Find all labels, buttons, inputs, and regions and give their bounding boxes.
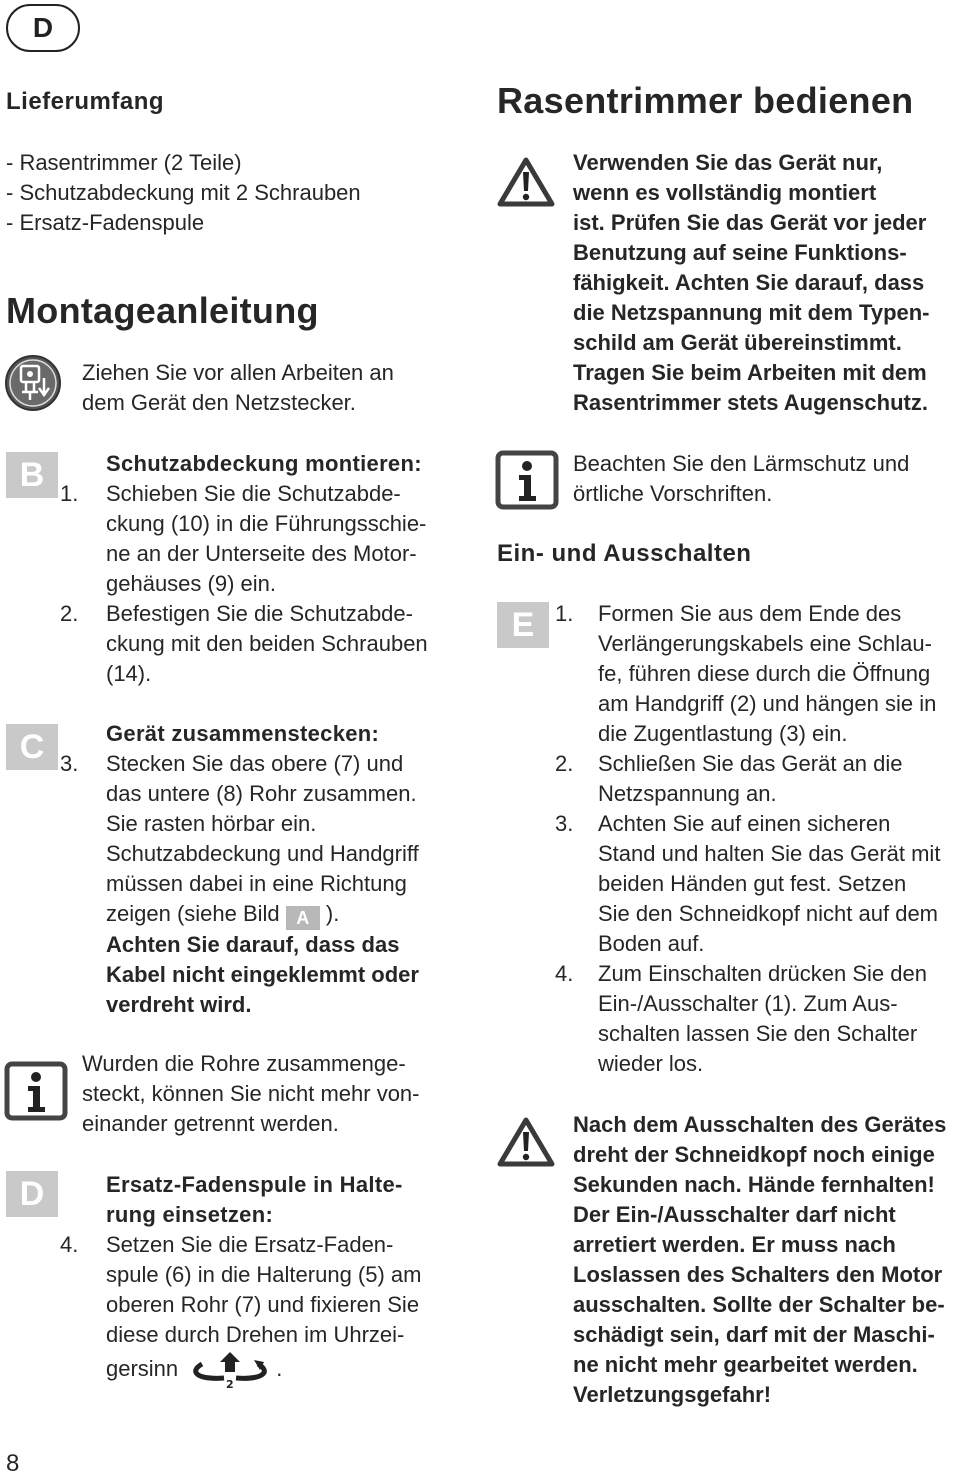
warning-line: Verletzungsgefahr! [573, 1382, 772, 1407]
step-line: Sie den Schneidkopf nicht auf dem [598, 901, 939, 926]
step-1-text [106, 479, 426, 599]
delivery-item [6, 208, 361, 238]
warning-line: Benutzung auf seine Funktions- [573, 240, 907, 265]
cable-warning-line: Kabel nicht eingeklemmt oder [106, 962, 419, 987]
step-number: 2. [60, 601, 79, 626]
warning-line: Nach dem Ausschalten des Gerätes [573, 1112, 947, 1137]
delivery-item [6, 148, 361, 178]
cable-warning-line: verdreht wird. [106, 992, 252, 1017]
figure-ref-a: A [286, 906, 320, 930]
warning-line: Rasentrimmer stets Augenschutz. [573, 390, 928, 415]
switch-step-1 [598, 599, 936, 749]
warning-line: arretiert werden. Er muss nach [573, 1232, 896, 1257]
step-line: diese durch Drehen im Uhrzei- [106, 1322, 405, 1347]
unplug-note-line: dem Gerät den Netzstecker. [82, 390, 356, 415]
page-number: 8 [6, 1450, 20, 1477]
warning-line: ne nicht mehr gearbeitet werden. [573, 1352, 918, 1377]
step-line: am Handgriff (2) und hängen sie in [598, 691, 937, 716]
info-line: einander getrennt werden. [82, 1111, 339, 1136]
step-line: gehäuses (9) ein. [106, 571, 276, 596]
section-c-title: Gerät zusammenstecken: [106, 721, 380, 746]
step-line-prefix: zeigen (siehe Bild [106, 901, 280, 926]
info-line: Wurden die Rohre zusammenge- [82, 1051, 406, 1076]
montage-heading: Montageanleitung [6, 290, 319, 331]
step-number: 3. [555, 811, 574, 836]
info-icon [495, 450, 559, 510]
step-line: Setzen Sie die Ersatz-Faden- [106, 1232, 394, 1257]
switch-step-3 [598, 809, 940, 959]
warning-line: fähigkeit. Achten Sie darauf, dass [573, 270, 925, 295]
step-line: Netzspannung an. [598, 781, 777, 806]
warning-icon [497, 156, 555, 208]
clockwise-rotation-icon [184, 1350, 276, 1390]
warning-line: wenn es vollständig montiert [573, 180, 877, 205]
step-number: 1. [555, 601, 574, 626]
section-d-title-line: Ersatz-Fadenspule in Halte- [106, 1172, 403, 1197]
section-d-title [106, 1170, 403, 1230]
step-line: Verlängerungskabels eine Schlau- [598, 631, 932, 656]
step-line: Stecken Sie das obere (7) und [106, 751, 404, 776]
step-line: ckung mit den beiden Schrauben [106, 631, 428, 656]
info-note-right [573, 449, 909, 509]
step-number: 3. [60, 751, 79, 776]
step-line: oberen Rohr (7) und fixieren Sie [106, 1292, 420, 1317]
step-line: wieder los. [598, 1051, 704, 1076]
step-line: Zum Einschalten drücken Sie den [598, 961, 927, 986]
afterrun-warning [573, 1110, 946, 1410]
warning-line: ist. Prüfen Sie das Gerät vor jeder [573, 210, 927, 235]
step-line: Schieben Sie die Schutzabde- [106, 481, 401, 506]
section-b-title: Schutzabdeckung montieren: [106, 451, 422, 476]
warning-line: Sekunden nach. Hände fernhalten! [573, 1172, 935, 1197]
unplug-icon [4, 354, 62, 412]
step-line: ne an der Unterseite des Motor- [106, 541, 417, 566]
svg-text:2: 2 [226, 1378, 234, 1390]
info-line: örtliche Vorschriften. [573, 481, 773, 506]
step-number: 4. [60, 1232, 79, 1257]
step-line: Sie rasten hörbar ein. [106, 811, 317, 836]
right-heading: Rasentrimmer bedienen [497, 80, 914, 121]
step-number: 1. [60, 481, 79, 506]
step-line: Stand und halten Sie das Gerät mit [598, 841, 941, 866]
info-note-left [82, 1049, 420, 1139]
step-2-text [106, 599, 428, 689]
step-line [106, 899, 419, 930]
step-number: 4. [555, 961, 574, 986]
step-line: schalten lassen Sie den Schalter [598, 1021, 918, 1046]
step-line-end: . [276, 1356, 283, 1381]
warning-line: Verwenden Sie das Gerät nur, [573, 150, 883, 175]
step-3-text [106, 749, 419, 1020]
step-line: Boden auf. [598, 931, 705, 956]
warning-line: schild am Gerät übereinstimmt. [573, 330, 902, 355]
step-line: Befestigen Sie die Schutzabde- [106, 601, 413, 626]
step-line: ckung (10) in die Führungsschie- [106, 511, 427, 536]
warning-line: schädigt sein, darf mit der Maschi- [573, 1322, 935, 1347]
switch-step-2 [598, 749, 903, 809]
figure-ref-d: D [6, 1171, 58, 1217]
figure-ref-b: B [6, 452, 58, 498]
unplug-note [82, 358, 394, 418]
language-badge: D [6, 4, 80, 52]
step-line [106, 1350, 421, 1390]
delivery-list [6, 148, 361, 238]
unplug-note-line: Ziehen Sie vor allen Arbeiten an [82, 360, 394, 385]
step-line: die Zugentlastung (3) ein. [598, 721, 848, 746]
operating-warning [573, 148, 930, 418]
step-number: 2. [555, 751, 574, 776]
delivery-item [6, 178, 361, 208]
step-4-text [106, 1230, 421, 1390]
section-d-title-line: rung einsetzen: [106, 1202, 274, 1227]
switch-step-4 [598, 959, 927, 1079]
step-line: Ein-/Ausschalter (1). Zum Aus- [598, 991, 898, 1016]
step-line: fe, führen diese durch die Öffnung [598, 661, 931, 686]
step-line-text: gersinn [106, 1356, 179, 1381]
warning-icon [497, 1116, 555, 1168]
warning-line: Der Ein-/Ausschalter darf nicht [573, 1202, 896, 1227]
info-line: Beachten Sie den Lärmschutz und [573, 451, 910, 476]
info-icon [4, 1061, 68, 1121]
warning-line: dreht der Schneidkopf noch einige [573, 1142, 935, 1167]
delivery-item-text: - Ersatz-Fadenspule [6, 210, 205, 235]
step-line: (14). [106, 661, 152, 686]
step-line: Formen Sie aus dem Ende des [598, 601, 902, 626]
warning-line: ausschalten. Sollte der Schalter be- [573, 1292, 945, 1317]
warning-line: die Netzspannung mit dem Typen- [573, 300, 930, 325]
cable-warning-line: Achten Sie darauf, dass das [106, 932, 400, 957]
step-line: müssen dabei in eine Richtung [106, 871, 407, 896]
step-line: beiden Händen gut fest. Setzen [598, 871, 907, 896]
figure-ref-c: C [6, 724, 58, 770]
delivery-item-text: - Schutzabdeckung mit 2 Schrauben [6, 180, 361, 205]
figure-ref-e: E [497, 602, 549, 648]
step-line: Achten Sie auf einen sicheren [598, 811, 891, 836]
info-line: steckt, können Sie nicht mehr von- [82, 1081, 420, 1106]
lieferumfang-heading: Lieferumfang [6, 88, 165, 115]
step-line: spule (6) in die Halterung (5) am [106, 1262, 422, 1287]
delivery-item-text: - Rasentrimmer (2 Teile) [6, 150, 242, 175]
step-line: Schließen Sie das Gerät an die [598, 751, 903, 776]
warning-line: Tragen Sie beim Arbeiten mit dem [573, 360, 927, 385]
step-line: Schutzabdeckung und Handgriff [106, 841, 419, 866]
switch-heading: Ein- und Ausschalten [497, 540, 752, 567]
step-line-suffix: ). [325, 901, 340, 926]
step-line: das untere (8) Rohr zusammen. [106, 781, 417, 806]
warning-line: Loslassen des Schalters den Motor [573, 1262, 943, 1287]
